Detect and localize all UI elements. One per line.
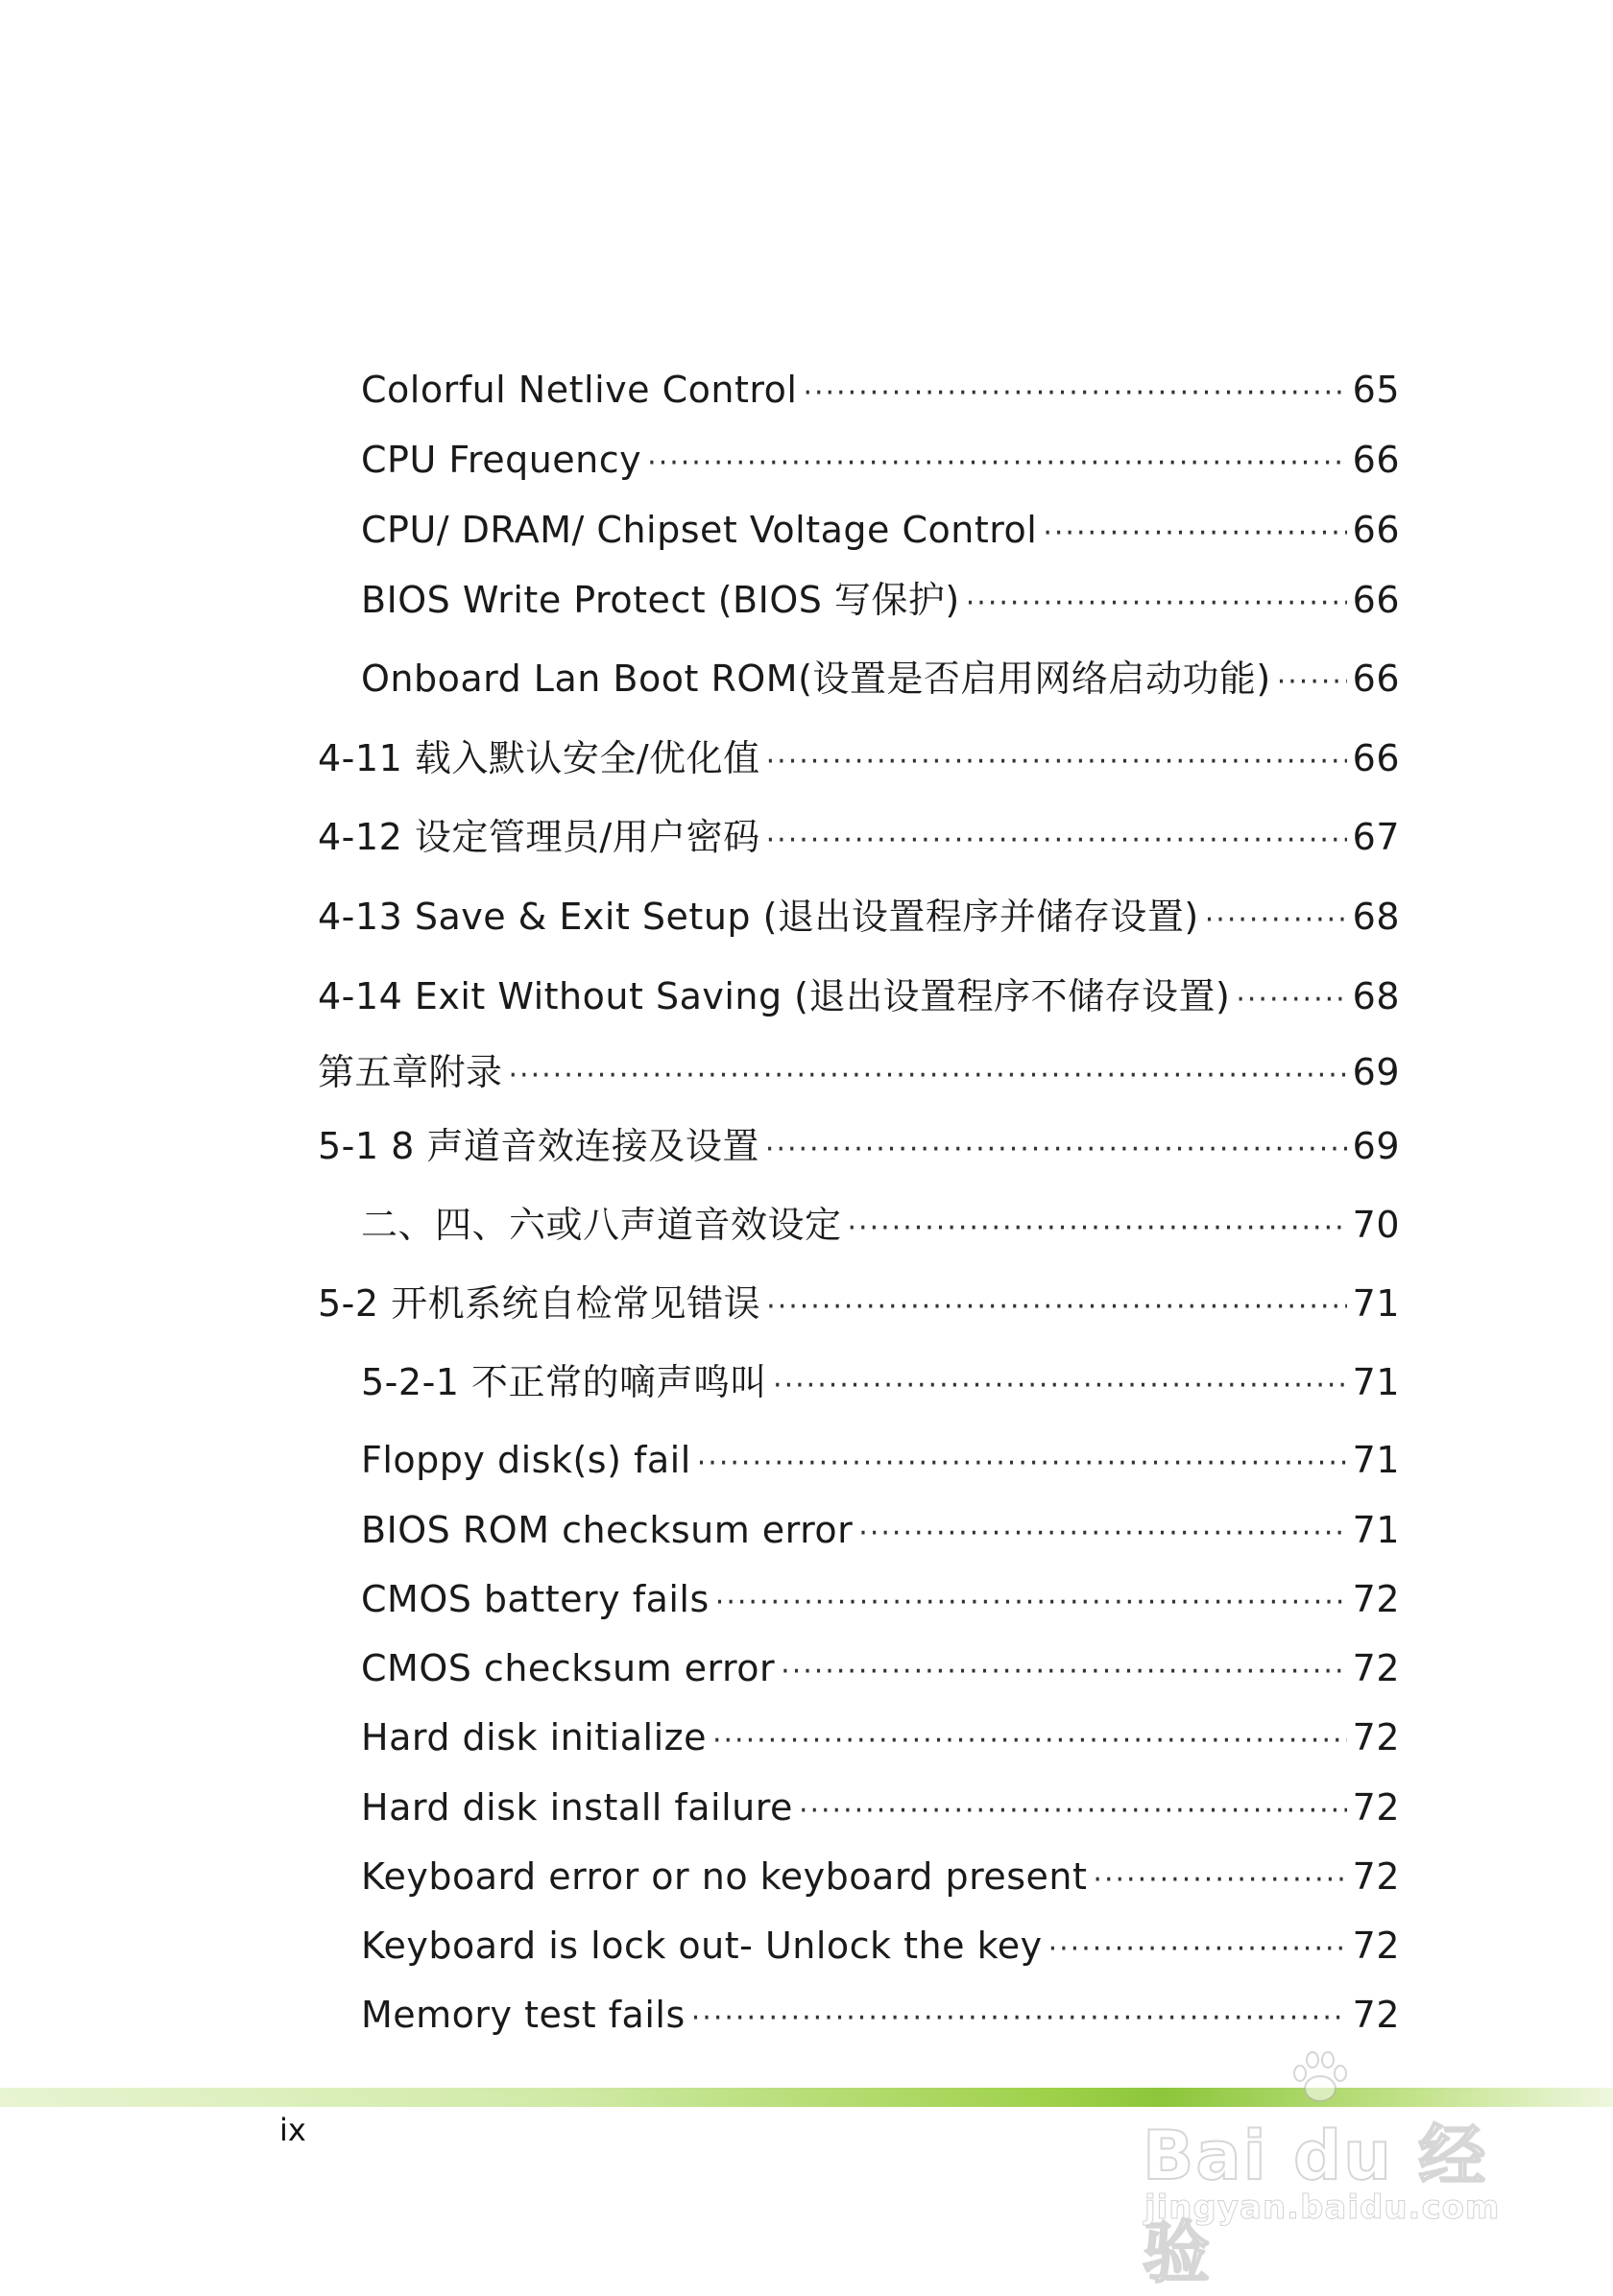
toc-entry-page: 68: [1352, 896, 1400, 938]
toc-entry-title: Keyboard error or no keyboard present: [361, 1855, 1088, 1898]
toc-dot-leader: [803, 371, 1346, 417]
toc-entry-title: Onboard Lan Boot ROM(设置是否启用网络启动功能): [361, 658, 1271, 700]
toc-entry: [361, 1854, 1400, 1903]
toc-entry-page: 70: [1352, 1204, 1400, 1246]
toc-entry-title: Hard disk initialize: [361, 1716, 707, 1758]
toc-entry: [361, 367, 1400, 417]
toc-entry-page: 72: [1352, 1716, 1400, 1758]
toc-dot-leader: [712, 1718, 1347, 1764]
toc-dot-leader: [509, 1053, 1347, 1099]
toc-entry-page: 67: [1352, 816, 1400, 858]
toc-entry-page: 65: [1352, 369, 1400, 411]
toc-entry-title: Hard disk install failure: [361, 1786, 793, 1829]
toc-entry-page: 72: [1352, 1994, 1400, 2036]
toc-dot-leader: [848, 1206, 1347, 1252]
baidu-watermark: [1143, 2045, 1527, 2292]
toc-entry-page: 69: [1352, 1051, 1400, 1093]
toc-dot-leader: [799, 1788, 1347, 1834]
toc-entry-title: 5-2-1 不正常的嘀声鸣叫: [361, 1361, 768, 1403]
toc-entry: [318, 1280, 1400, 1330]
toc-dot-leader: [715, 1580, 1347, 1626]
toc-entry-title: CPU/ DRAM/ Chipset Voltage Control: [361, 509, 1038, 551]
toc-entry: [361, 1784, 1400, 1834]
toc-entry: [318, 973, 1400, 1023]
toc-entry-page: 71: [1352, 1361, 1400, 1403]
toc-dot-leader: [766, 739, 1347, 785]
toc-entry-title: 4-13 Save & Exit Setup (退出设置程序并储存设置): [318, 896, 1199, 938]
toc-dot-leader: [966, 581, 1347, 627]
toc-entry-title: 二、四、六或八声道音效设定: [361, 1204, 842, 1246]
toc-entry-page: 72: [1352, 1925, 1400, 1967]
toc-entry: [318, 814, 1400, 864]
toc-entry: [361, 1714, 1400, 1764]
toc-entry: [361, 507, 1400, 557]
toc-entry: [361, 1576, 1400, 1626]
toc-dot-leader: [647, 441, 1346, 487]
toc-entry-page: 68: [1352, 975, 1400, 1017]
page-number: ix: [279, 2112, 306, 2148]
toc-entry: [318, 1049, 1400, 1099]
toc-entry-title: Colorful Netlive Control: [361, 369, 798, 411]
toc-entry-page: 72: [1352, 1786, 1400, 1829]
toc-entry-page: 72: [1352, 1855, 1400, 1898]
toc-entry-title: 第五章附录: [318, 1051, 503, 1093]
toc-dot-leader: [1048, 1926, 1347, 1973]
toc-entry: [361, 1992, 1400, 2042]
toc-dot-leader: [697, 1441, 1347, 1487]
toc-entry-title: 5-1 8 声道音效连接及设置: [318, 1125, 759, 1167]
toc-entry-title: 4-11 载入默认安全/优化值: [318, 737, 760, 779]
toc-entry: [361, 656, 1400, 706]
toc-entry-title: CPU Frequency: [361, 439, 642, 481]
toc-entry: [361, 1359, 1400, 1409]
toc-dot-leader: [691, 1996, 1347, 2042]
toc-entry-page: 72: [1352, 1578, 1400, 1620]
watermark-url: jingyan.baidu.com: [1144, 2188, 1501, 2227]
toc-entry: [318, 894, 1400, 944]
toc-entry: [361, 1437, 1400, 1487]
toc-entry-page: 72: [1352, 1647, 1400, 1689]
toc-entry-title: BIOS ROM checksum error: [361, 1509, 854, 1551]
toc-dot-leader: [773, 1363, 1347, 1409]
watermark-logo-text: Bai du 经验: [1143, 2117, 1488, 2292]
toc-dot-leader: [781, 1649, 1346, 1695]
toc-entry: [318, 1123, 1400, 1173]
toc-entry-title: Memory test fails: [361, 1994, 686, 2036]
toc-entry-page: 66: [1352, 579, 1400, 621]
toc-entry-page: 66: [1352, 658, 1400, 700]
toc-entry-page: 66: [1352, 509, 1400, 551]
toc-entry-title: Keyboard is lock out- Unlock the key: [361, 1925, 1043, 1967]
toc-dot-leader: [1093, 1857, 1346, 1903]
toc-entry: [361, 1645, 1400, 1695]
toc-entry-page: 66: [1352, 439, 1400, 481]
toc-entry-title: CMOS checksum error: [361, 1647, 776, 1689]
toc-entry: [318, 735, 1400, 785]
toc-entry-page: 71: [1352, 1439, 1400, 1481]
toc-entry: [361, 1923, 1400, 1973]
toc-entry-title: CMOS battery fails: [361, 1578, 710, 1620]
toc-dot-leader: [1277, 659, 1347, 706]
toc-dot-leader: [765, 1127, 1347, 1173]
toc-dot-leader: [1205, 897, 1347, 944]
toc-entry-page: 66: [1352, 737, 1400, 779]
toc-dot-leader: [1236, 977, 1346, 1023]
toc-entry-title: 4-14 Exit Without Saving (退出设置程序不储存设置): [318, 975, 1231, 1017]
toc-entry-title: Floppy disk(s) fail: [361, 1439, 691, 1481]
toc-entry-title: 4-12 设定管理员/用户密码: [318, 816, 760, 858]
toc-dot-leader: [858, 1511, 1346, 1557]
toc-entry: [361, 577, 1400, 627]
toc-entry: [361, 1202, 1400, 1252]
toc-entry: [361, 437, 1400, 487]
toc-dot-leader: [766, 1284, 1346, 1330]
toc-entry-page: 71: [1352, 1509, 1400, 1551]
toc-entry-page: 69: [1352, 1125, 1400, 1167]
toc-entry-title: BIOS Write Protect (BIOS 写保护): [361, 579, 960, 621]
toc-entry: [361, 1507, 1400, 1557]
toc-dot-leader: [1043, 511, 1346, 557]
toc-entry-page: 71: [1352, 1282, 1400, 1325]
toc-dot-leader: [766, 818, 1347, 864]
toc-entry-title: 5-2 开机系统自检常见错误: [318, 1282, 761, 1325]
